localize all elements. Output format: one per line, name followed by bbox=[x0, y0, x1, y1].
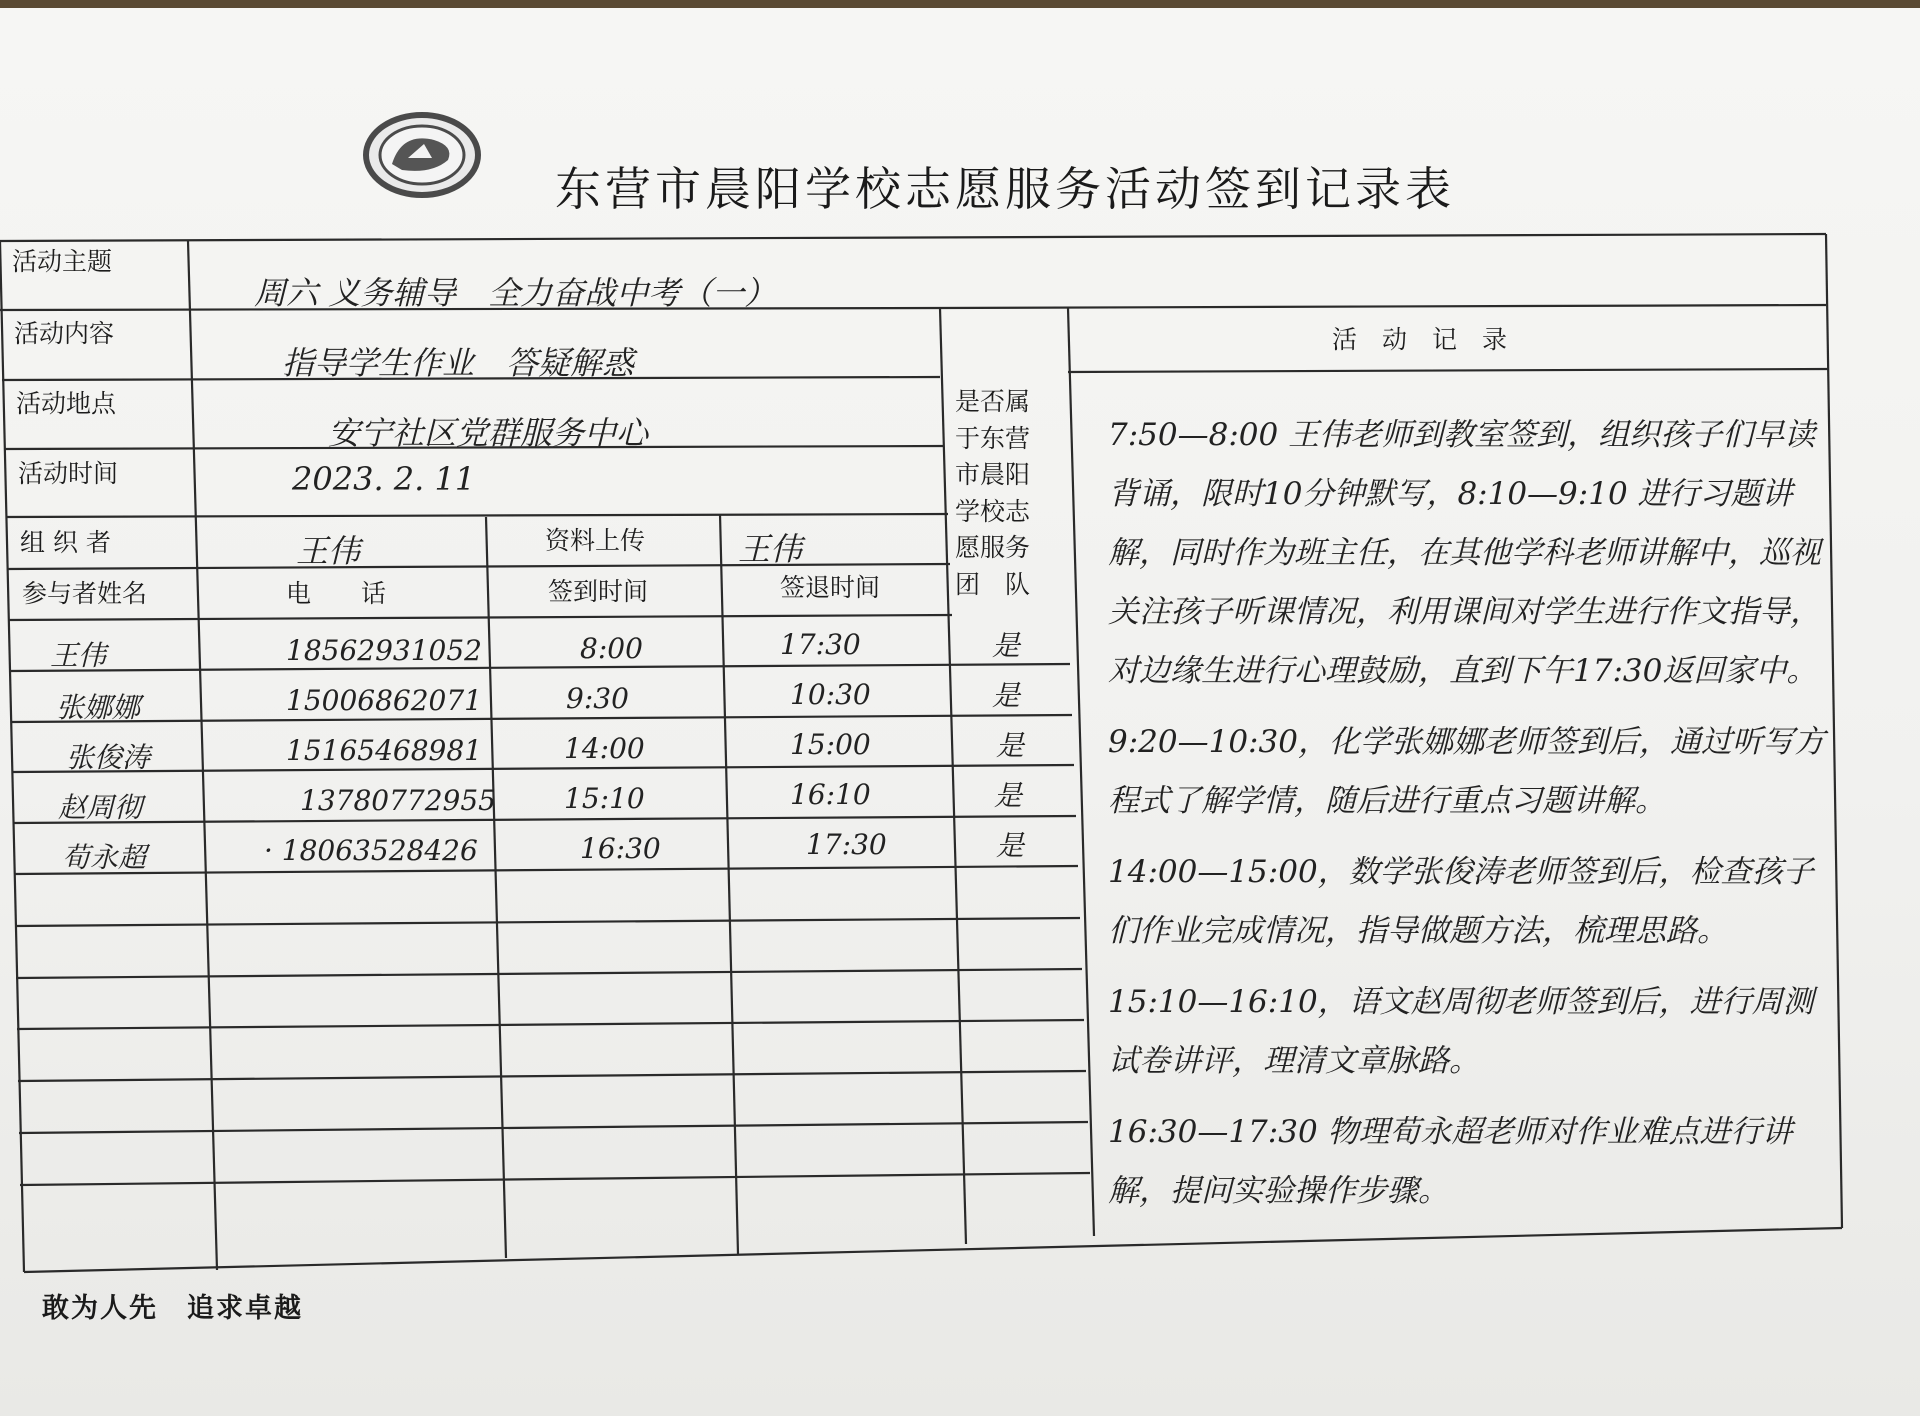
row-phone: 13780772955 bbox=[300, 784, 496, 817]
label-content: 活动内容 bbox=[14, 319, 115, 348]
label-location: 活动地点 bbox=[16, 389, 117, 418]
label-record: 活 动 记 录 bbox=[1332, 325, 1508, 354]
row-phone: 15006862071 bbox=[286, 684, 482, 717]
sign-in-sheet bbox=[0, 8, 1920, 1416]
value-location: 安宁社区党群服务中心 bbox=[328, 414, 649, 452]
row-team: 是 bbox=[996, 829, 1025, 862]
label-theme: 活动主题 bbox=[12, 247, 113, 276]
row-sign-in: 8:00 bbox=[580, 632, 643, 665]
row-team: 是 bbox=[996, 729, 1025, 762]
form-title: 东营市晨阳学校志愿服务活动签到记录表 bbox=[555, 162, 1455, 216]
row-team: 是 bbox=[994, 779, 1023, 812]
row-phone: · 18063528426 bbox=[264, 834, 478, 867]
row-name: 荀永超 bbox=[62, 841, 147, 874]
record-entry: 9:20—10:30，化学张娜娜老师签到后，通过听写方程式了解学情，随后进行重点习题讲解。 bbox=[1108, 724, 1825, 819]
label-sign-out: 签退时间 bbox=[780, 573, 881, 602]
row-sign-in: 9:30 bbox=[566, 682, 629, 715]
row-phone: 18562931052 bbox=[286, 634, 482, 667]
record-entry: 7:50—8:00 王伟老师到教室签到，组织孩子们早读背诵，限时10分钟默写，8:10—9:10 进行习题讲解，同时作为班主任，在其他学科老师讲解中，巡视关注孩子听课情况，利用课间对学生进行作文指导，对边缘生进行心理鼓励，直到下午17:30返回家中。 bbox=[1108, 417, 1821, 689]
row-team: 是 bbox=[992, 679, 1021, 712]
record-entry: 16:30—17:30 物理荀永超老师对作业难点进行讲解，提问实验操作步骤。 bbox=[1108, 1114, 1793, 1209]
row-sign-in: 16:30 bbox=[580, 832, 661, 865]
label-phone: 电 话 bbox=[286, 579, 387, 608]
team-question: 是否属 于东营 市晨阳 学校志 愿服务 团 队 bbox=[955, 387, 1031, 599]
row-phone: 15165468981 bbox=[286, 734, 482, 767]
value-content: 指导学生作业 答疑解惑 bbox=[282, 344, 635, 382]
row-name: 张俊涛 bbox=[66, 741, 151, 774]
label-organizer: 组 织 者 bbox=[20, 528, 111, 557]
label-participant: 参与者姓名 bbox=[22, 579, 148, 608]
value-theme: 周六 义务辅导 全力奋战中考（一） bbox=[254, 274, 777, 312]
record-entry: 14:00—15:00，数学张俊涛老师签到后，检查孩子们作业完成情况，指导做题方法，梳理思路。 bbox=[1108, 854, 1814, 949]
row-sign-out: 17:30 bbox=[806, 828, 887, 861]
row-sign-in: 14:00 bbox=[564, 732, 645, 765]
row-name: 张娜娜 bbox=[56, 691, 141, 724]
row-team: 是 bbox=[992, 629, 1021, 662]
label-time: 活动时间 bbox=[18, 459, 119, 488]
row-sign-out: 10:30 bbox=[790, 678, 871, 711]
row-sign-out: 17:30 bbox=[780, 628, 861, 661]
label-upload: 资料上传 bbox=[545, 526, 646, 555]
record-entry: 15:10—16:10，语文赵周彻老师签到后，进行周测试卷讲评，理清文章脉路。 bbox=[1108, 984, 1814, 1079]
row-sign-out: 15:00 bbox=[790, 728, 871, 761]
label-sign-in: 签到时间 bbox=[548, 577, 649, 606]
row-sign-in: 15:10 bbox=[564, 782, 645, 815]
value-upload: 王伟 bbox=[738, 530, 803, 568]
row-sign-out: 16:10 bbox=[790, 778, 871, 811]
row-name: 赵周彻 bbox=[58, 791, 143, 824]
activity-records bbox=[1108, 406, 1838, 1233]
school-motto: 敢为人先 追求卓越 bbox=[42, 1293, 303, 1324]
row-name: 王伟 bbox=[50, 639, 107, 672]
value-organizer: 王伟 bbox=[296, 532, 361, 570]
value-time: 2023. 2. 11 bbox=[292, 460, 476, 498]
